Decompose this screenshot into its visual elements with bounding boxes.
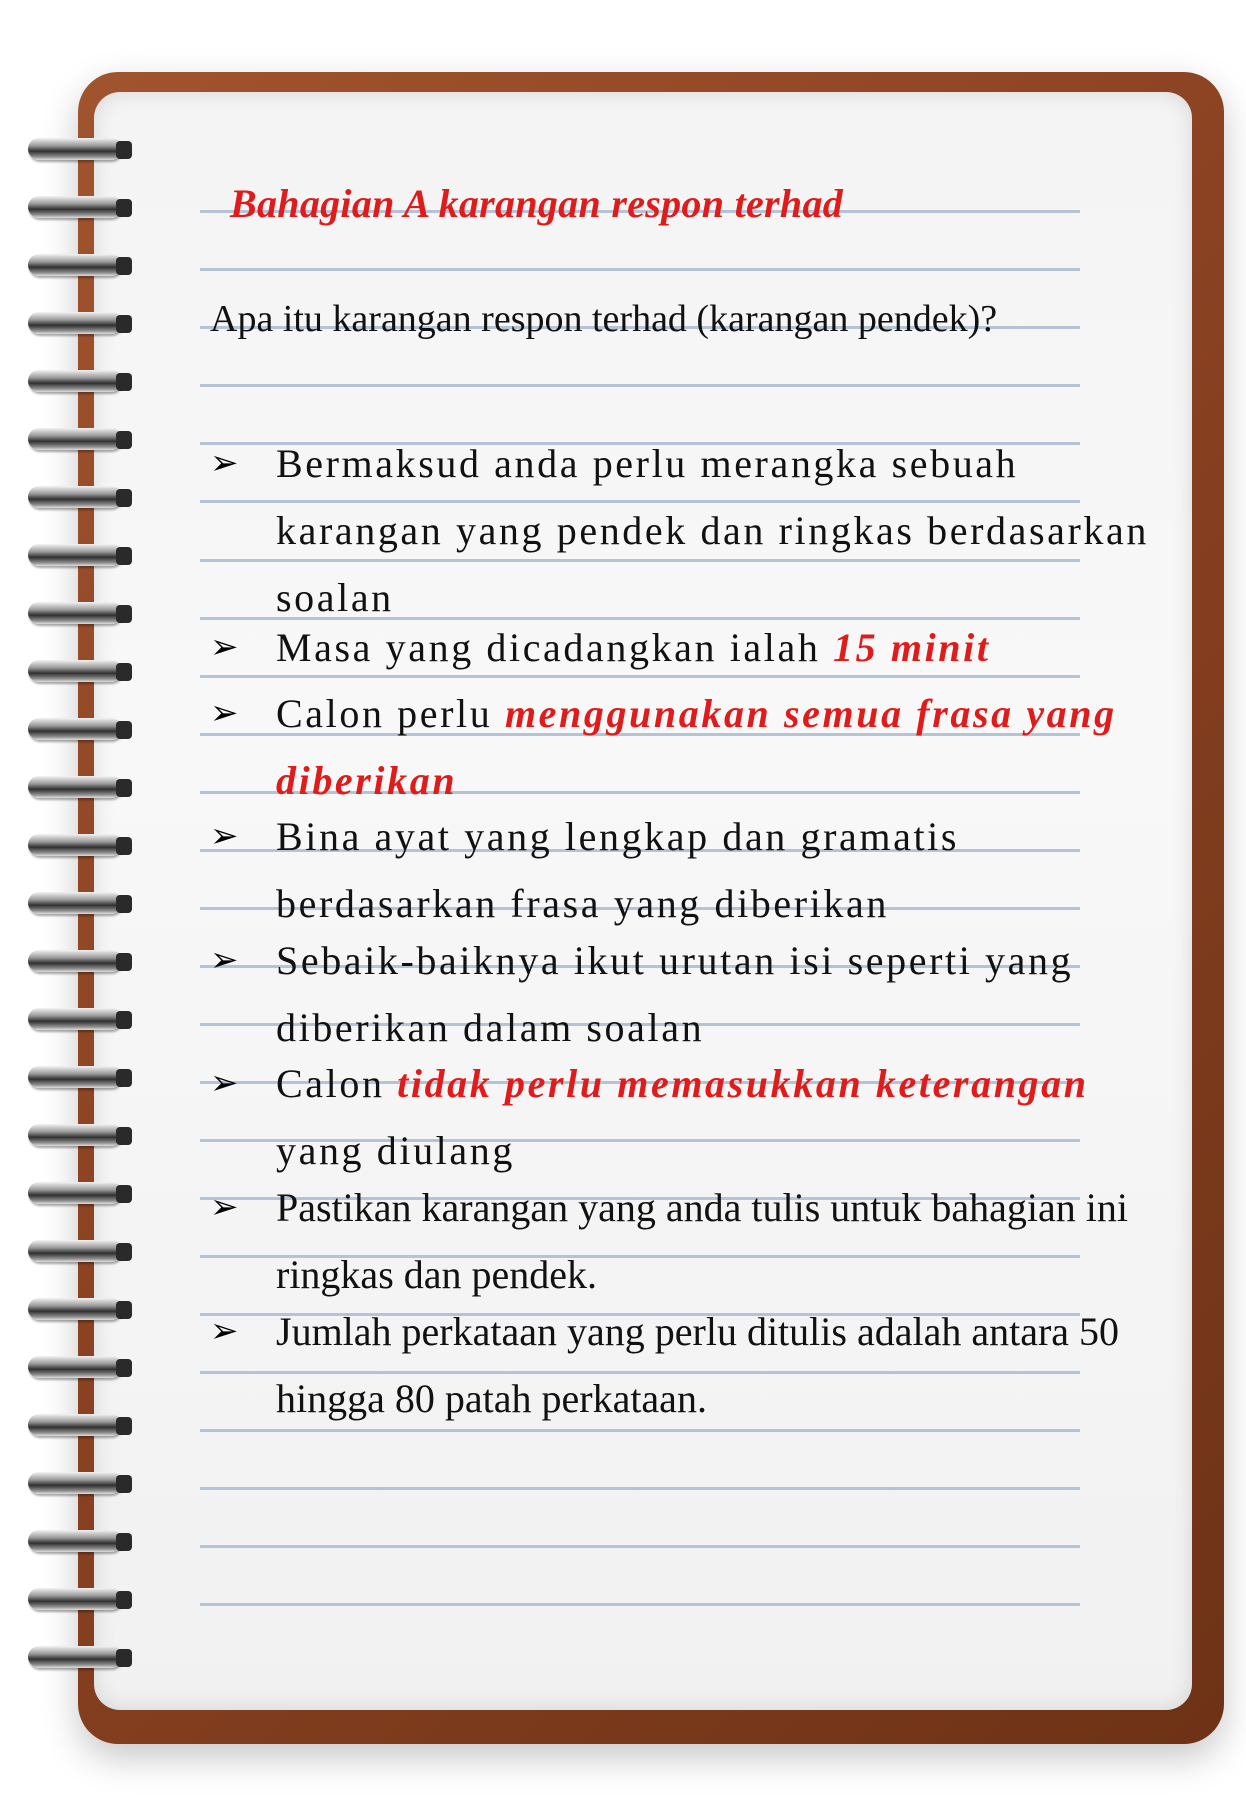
- bullet-item: [210, 1298, 1150, 1432]
- bullet-text: [276, 1050, 1150, 1184]
- bullet-item: [210, 680, 1150, 814]
- bullet-text: Jumlah perkataan yang perlu ditulis adalah antara 50 hingga 80 patah perkataan.: [276, 1309, 1120, 1421]
- bullet-item: [210, 927, 1150, 1061]
- bullet-text-plain: Calon perlu: [276, 691, 505, 736]
- bullet-text-plain: Masa yang dicadangkan ialah: [276, 625, 834, 670]
- bullet-item: [210, 1050, 1150, 1184]
- bullet-text: Bina ayat yang lengkap dan gramatis berdasarkan frasa yang diberikan: [276, 814, 960, 926]
- bullet-text-plain: yang diulang: [276, 1128, 515, 1173]
- bullet-highlight: 15 minit: [833, 625, 991, 670]
- bullet-text: Bermaksud anda perlu merangka sebuah karangan yang pendek dan ringkas berdasarkan soalan: [276, 441, 1149, 620]
- page-title: Bahagian A karangan respon terhad: [230, 181, 844, 226]
- bullet-item: [210, 430, 1150, 631]
- bullet-text-plain: Calon: [276, 1061, 398, 1106]
- bullet-item: [210, 803, 1150, 937]
- arrowhead-bullet-icon: ➢: [210, 627, 242, 667]
- arrowhead-bullet-icon: ➢: [210, 1187, 239, 1227]
- bullet-highlight: menggunakan semua frasa yang diberikan: [276, 691, 1117, 803]
- bullet-text: [276, 680, 1150, 814]
- bullet-text: [276, 614, 1150, 681]
- arrowhead-bullet-icon: ➢: [210, 1311, 239, 1351]
- arrowhead-bullet-icon: ➢: [210, 940, 242, 980]
- bullet-highlight: tidak perlu memasukkan keterangan: [397, 1061, 1089, 1106]
- arrowhead-bullet-icon: ➢: [210, 693, 242, 733]
- bullet-item: [210, 614, 1150, 681]
- question-text: Apa itu karangan respon terhad (karangan pendek)?: [210, 298, 998, 340]
- arrowhead-bullet-icon: ➢: [210, 1063, 242, 1103]
- arrowhead-bullet-icon: ➢: [210, 443, 242, 483]
- bullet-text: Pastikan karangan yang anda tulis untuk bahagian ini ringkas dan pendek.: [276, 1185, 1129, 1297]
- bullet-text: Sebaik-baiknya ikut urutan isi seperti yang diberikan dalam soalan: [276, 938, 1074, 1050]
- bullet-item: [210, 1174, 1150, 1308]
- arrowhead-bullet-icon: ➢: [210, 816, 242, 856]
